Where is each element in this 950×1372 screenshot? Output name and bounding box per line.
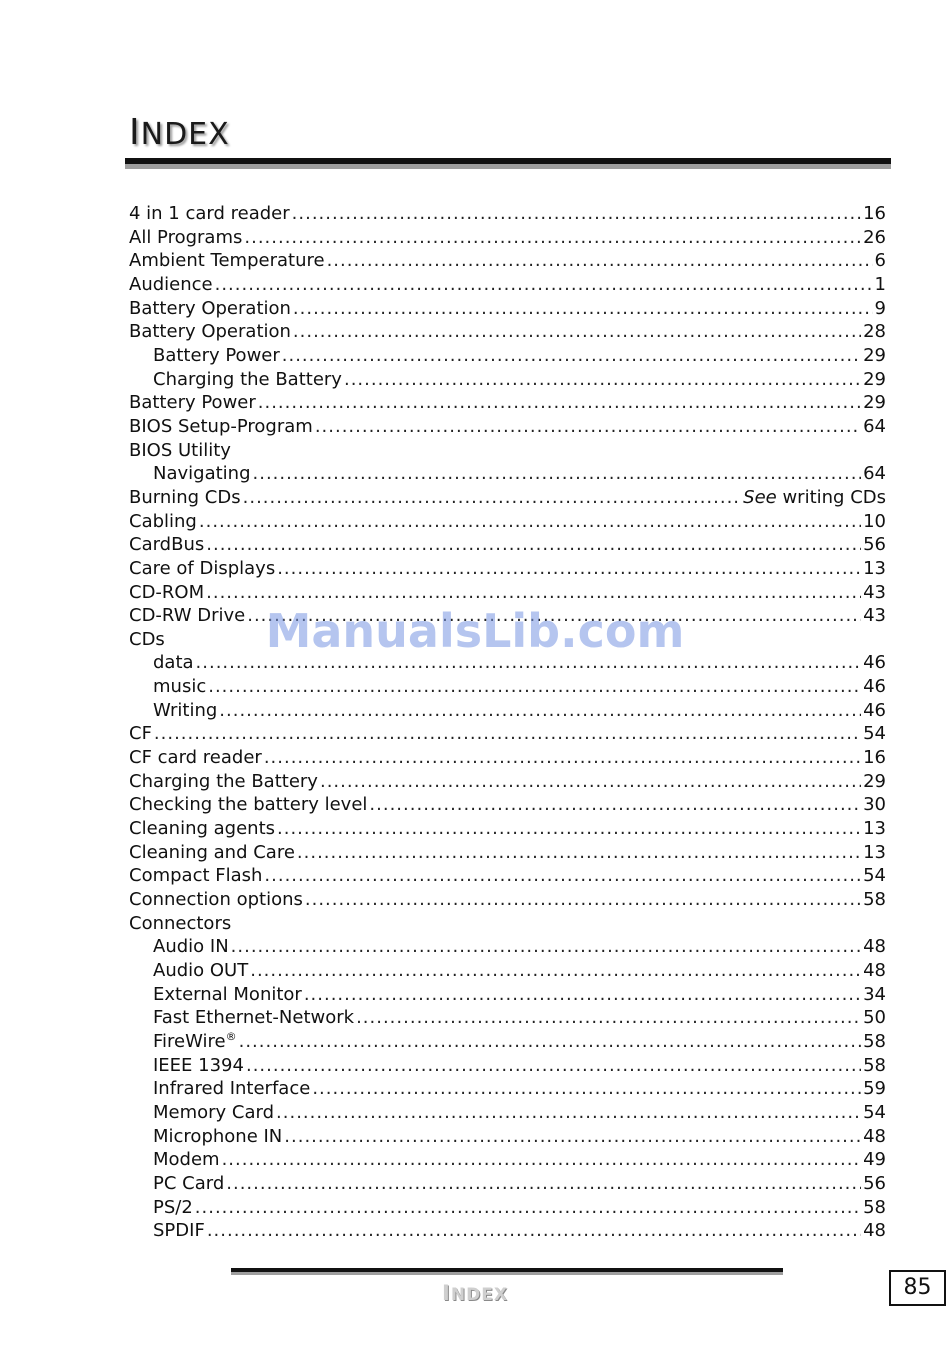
index-entry-page-text: 29 bbox=[863, 368, 886, 390]
index-entry-label-text: Memory Card bbox=[153, 1101, 275, 1123]
index-entry-page-text: 28 bbox=[863, 321, 886, 343]
index-entry-page bbox=[863, 722, 886, 746]
index-entry bbox=[129, 226, 886, 250]
index-entry-page-text: 59 bbox=[863, 1078, 886, 1100]
index-entry-page-text: 56 bbox=[863, 534, 886, 556]
index-entry-label-text: Audience bbox=[129, 273, 213, 295]
index-entry bbox=[129, 273, 886, 297]
index-entry-label-text: Battery Power bbox=[129, 392, 256, 414]
index-entry-page-text: 56 bbox=[863, 1172, 886, 1194]
index-entry bbox=[129, 510, 886, 534]
index-entry-page-text: 13 bbox=[863, 557, 886, 579]
index-entry-page-text: 48 bbox=[863, 1220, 886, 1242]
dot-leader bbox=[195, 1196, 861, 1220]
index-entry-page bbox=[863, 226, 886, 250]
index-entry-page bbox=[863, 604, 886, 628]
dot-leader bbox=[284, 1125, 861, 1149]
index-entry-label bbox=[153, 368, 342, 392]
index-entry bbox=[129, 651, 886, 675]
index-entry-label bbox=[129, 486, 241, 510]
index-entry-page bbox=[863, 841, 886, 865]
index-entry bbox=[129, 888, 886, 912]
index-entry-page bbox=[863, 675, 886, 699]
index-entry-label-text: Cleaning agents bbox=[129, 818, 276, 840]
index-entry-page-text: 46 bbox=[863, 676, 886, 698]
index-entry-page bbox=[863, 1196, 886, 1220]
dot-leader bbox=[315, 415, 861, 439]
footer-section-title bbox=[0, 1281, 950, 1305]
index-entry-label bbox=[129, 746, 262, 770]
index-entry-label-text: 4 in 1 card reader bbox=[129, 203, 290, 224]
index-entry-label bbox=[153, 651, 194, 675]
dot-leader bbox=[154, 722, 861, 746]
dot-leader bbox=[226, 1172, 861, 1196]
index-entry-label-text: CDs bbox=[129, 628, 165, 650]
index-entry bbox=[129, 202, 886, 226]
index-entry-label-text: PS/2 bbox=[153, 1196, 193, 1218]
index-entry bbox=[129, 675, 886, 699]
index-entry bbox=[129, 249, 886, 273]
index-entry-label-text: Burning CDs bbox=[129, 486, 241, 508]
index-entry bbox=[129, 604, 886, 628]
index-entry-label bbox=[129, 604, 245, 628]
index-entry-page-text: 64 bbox=[863, 415, 886, 437]
index-entry-label-text: External Monitor bbox=[153, 983, 302, 1005]
index-entry-page bbox=[863, 1054, 886, 1078]
index-entry-page bbox=[863, 1172, 886, 1196]
index-entry bbox=[129, 935, 886, 959]
index-entry-page bbox=[863, 391, 886, 415]
index-entry-page-text: 10 bbox=[863, 510, 886, 532]
dot-leader bbox=[264, 864, 861, 888]
index-entry-page-text: 48 bbox=[863, 936, 886, 958]
index-entry-page-text: 58 bbox=[863, 1030, 886, 1052]
index-entry-page-text: 13 bbox=[863, 841, 886, 863]
footer-title-rest: NDEX bbox=[450, 1285, 508, 1305]
index-entry bbox=[129, 1219, 886, 1243]
index-entry-label-text: PC Card bbox=[153, 1172, 225, 1194]
index-entry-page bbox=[863, 699, 886, 723]
index-entry-page bbox=[863, 1006, 886, 1030]
index-entry-page-text: 43 bbox=[863, 605, 886, 627]
index-entry bbox=[129, 1030, 886, 1054]
index-entry-label-text: Compact Flash bbox=[129, 865, 263, 887]
index-entry-page bbox=[863, 935, 886, 959]
index-entry-page-text: 9 bbox=[874, 297, 886, 319]
index-entry-page-text: 16 bbox=[863, 747, 886, 769]
dot-leader bbox=[206, 581, 861, 605]
dot-leader bbox=[219, 699, 861, 723]
registered-mark: ® bbox=[225, 1029, 237, 1043]
dot-leader bbox=[243, 486, 742, 510]
index-entry-label-text: Connection options bbox=[129, 889, 303, 911]
index-entry bbox=[129, 344, 886, 368]
index-entry bbox=[129, 699, 886, 723]
index-entry-label-text: Battery Power bbox=[153, 344, 280, 366]
index-entry-label-text: Charging the Battery bbox=[129, 770, 318, 792]
index-entry-label-text: Writing bbox=[153, 699, 218, 721]
index-entry bbox=[129, 722, 886, 746]
index-entry bbox=[129, 1172, 886, 1196]
index-entry-page bbox=[863, 1125, 886, 1149]
index-entry-label bbox=[129, 628, 165, 652]
index-entry-page bbox=[863, 888, 886, 912]
index-entry-label-text: Battery Operation bbox=[129, 321, 291, 343]
index-entry-label bbox=[129, 557, 275, 581]
index-entry-label bbox=[153, 983, 302, 1007]
dot-leader bbox=[239, 1030, 861, 1054]
index-entry-page bbox=[863, 983, 886, 1007]
index-entry-label bbox=[153, 959, 248, 983]
index-entry-page bbox=[875, 297, 886, 321]
index-entry bbox=[129, 841, 886, 865]
index-entry-label-text: Navigating bbox=[153, 463, 251, 485]
watermark: ManualsLib.com bbox=[265, 604, 685, 658]
index-entry-page bbox=[863, 746, 886, 770]
index-entry bbox=[129, 864, 886, 888]
index-entry-label-text: CF bbox=[129, 723, 152, 745]
index-entry bbox=[129, 486, 886, 510]
index-entry-label-text: data bbox=[153, 652, 194, 674]
index-entry bbox=[129, 1077, 886, 1101]
index-entry-label bbox=[153, 462, 251, 486]
index-entry-page bbox=[743, 486, 886, 510]
index-entry bbox=[129, 817, 886, 841]
dot-leader bbox=[305, 888, 861, 912]
index-entry-label bbox=[153, 1101, 274, 1125]
dot-leader bbox=[320, 770, 861, 794]
index-entry-page-text: 43 bbox=[863, 581, 886, 603]
index-entry bbox=[129, 1196, 886, 1220]
index-entry-label-text: Cabling bbox=[129, 510, 197, 532]
index-entry-label-text: Infrared Interface bbox=[153, 1078, 311, 1100]
index-entry-label bbox=[129, 391, 256, 415]
index-entry-page bbox=[863, 959, 886, 983]
dot-leader bbox=[196, 651, 862, 675]
index-entry-page-text: 26 bbox=[863, 226, 886, 248]
index-entry-label-text: FireWire bbox=[153, 1030, 226, 1052]
index-entry-page bbox=[863, 320, 886, 344]
index-entry-label-text: Connectors bbox=[129, 912, 232, 934]
dot-leader bbox=[276, 1101, 861, 1125]
index-entry-label bbox=[153, 1054, 244, 1078]
index-entry bbox=[129, 983, 886, 1007]
dot-leader bbox=[199, 510, 861, 534]
index-entry bbox=[129, 912, 886, 936]
index-entry-page bbox=[863, 770, 886, 794]
index-entry-page-text: 58 bbox=[863, 1196, 886, 1218]
dot-leader bbox=[206, 533, 861, 557]
index-entry-page-text: 13 bbox=[863, 818, 886, 840]
index-entry-page-text: 48 bbox=[863, 960, 886, 981]
dot-leader bbox=[356, 1006, 861, 1030]
index-entry-page bbox=[863, 415, 886, 439]
index-entry-label bbox=[153, 1030, 237, 1054]
index-entry-page bbox=[875, 273, 886, 297]
index-entry-page-text: 58 bbox=[863, 1054, 886, 1076]
index-entry bbox=[129, 959, 886, 983]
index-entry-page bbox=[863, 368, 886, 392]
index-entry-label-text: CardBus bbox=[129, 534, 205, 556]
index-entry-page bbox=[875, 249, 886, 273]
index-entry-page bbox=[863, 510, 886, 534]
index-entry bbox=[129, 462, 886, 486]
dot-leader bbox=[231, 935, 861, 959]
index-entry-page bbox=[863, 793, 886, 817]
index-entry-label-text: Fast Ethernet-Network bbox=[153, 1007, 355, 1029]
index-entry-page-text: 29 bbox=[863, 344, 886, 366]
index-entry-label bbox=[153, 699, 217, 723]
dot-leader bbox=[264, 746, 861, 770]
index-entry-label bbox=[129, 320, 291, 344]
index-entry-page-text: 49 bbox=[863, 1149, 886, 1171]
index-entry-label-text: Ambient Temperature bbox=[129, 250, 325, 272]
index-entry-page-text: 64 bbox=[863, 463, 886, 485]
dot-leader bbox=[297, 841, 861, 865]
index-entry bbox=[129, 793, 886, 817]
dot-leader bbox=[250, 959, 861, 983]
index-entry-label bbox=[153, 1148, 220, 1172]
index-entry-label-text: Audio OUT bbox=[153, 960, 249, 981]
index-entry-page-text: 54 bbox=[863, 1101, 886, 1123]
page-number: 85 bbox=[889, 1270, 946, 1306]
dot-leader bbox=[327, 249, 873, 273]
dot-leader bbox=[293, 320, 861, 344]
dot-leader bbox=[247, 604, 861, 628]
index-entry-label bbox=[153, 1077, 310, 1101]
index-entry-page-text: 30 bbox=[863, 794, 886, 816]
index-entry-label bbox=[129, 841, 295, 865]
dot-leader bbox=[207, 1219, 861, 1243]
index-entry-label bbox=[153, 1172, 224, 1196]
dot-leader bbox=[208, 675, 861, 699]
index-entry bbox=[129, 439, 886, 463]
dot-leader bbox=[244, 226, 861, 250]
dot-leader bbox=[253, 462, 862, 486]
index-entry-label bbox=[129, 510, 197, 534]
index-entry-page bbox=[863, 1101, 886, 1125]
index-entry-page bbox=[863, 202, 886, 226]
index-entry-label-text: Audio IN bbox=[153, 936, 229, 958]
page-title-rest: NDEX bbox=[140, 117, 230, 152]
index-entry bbox=[129, 1148, 886, 1172]
dot-leader bbox=[222, 1148, 862, 1172]
page-title-initial: I bbox=[129, 112, 141, 153]
see-reference: See bbox=[743, 486, 777, 508]
dot-leader bbox=[293, 297, 873, 321]
index-entry bbox=[129, 770, 886, 794]
index-entry-label bbox=[129, 202, 290, 226]
index-entry-label bbox=[153, 1196, 193, 1220]
index-entry bbox=[129, 391, 886, 415]
dot-leader bbox=[215, 273, 873, 297]
dot-leader bbox=[282, 344, 861, 368]
index-entry-label bbox=[129, 273, 213, 297]
index-entry-label-text: Care of Displays bbox=[129, 557, 276, 579]
index-entry bbox=[129, 557, 886, 581]
index-entry-label-text: Charging the Battery bbox=[153, 368, 342, 390]
index-entry-page-text: 6 bbox=[874, 250, 886, 272]
index-entry bbox=[129, 1006, 886, 1030]
dot-leader bbox=[246, 1054, 861, 1078]
index-entry-label-text: Modem bbox=[153, 1149, 220, 1171]
dot-leader bbox=[292, 202, 861, 226]
index-entry-label bbox=[153, 344, 280, 368]
index-entry-label-text: CD-RW Drive bbox=[129, 605, 246, 627]
index-entry-page-text: 1 bbox=[874, 273, 886, 295]
index-entry-page-text: 54 bbox=[863, 723, 886, 745]
footer-title-initial: I bbox=[442, 1281, 451, 1305]
index-entry-page bbox=[863, 462, 886, 486]
index-entry-label bbox=[129, 581, 204, 605]
index-entry-label-text: Cleaning and Care bbox=[129, 841, 295, 863]
index-entry-page bbox=[863, 533, 886, 557]
dot-leader bbox=[304, 983, 861, 1007]
index-entry-label-text: BIOS Utility bbox=[129, 439, 231, 461]
index-entry-page bbox=[863, 1077, 886, 1101]
index-entry-label bbox=[153, 675, 206, 699]
index-entry-label bbox=[129, 722, 152, 746]
index-entry-label bbox=[153, 1219, 205, 1243]
index-entry-page bbox=[863, 557, 886, 581]
index-entry-page-text: 48 bbox=[863, 1125, 886, 1147]
index-entry bbox=[129, 320, 886, 344]
index-entry-page bbox=[863, 1030, 886, 1054]
index-entry-label bbox=[129, 249, 325, 273]
index-entry-page bbox=[863, 817, 886, 841]
dot-leader bbox=[277, 557, 861, 581]
index-entry-label bbox=[129, 888, 303, 912]
index-entry-label bbox=[129, 226, 242, 250]
page-title bbox=[129, 112, 230, 153]
index-entry-label bbox=[129, 912, 231, 936]
index-entry bbox=[129, 1054, 886, 1078]
index-entry-label bbox=[153, 1125, 282, 1149]
index-entry bbox=[129, 415, 886, 439]
index-entry-page bbox=[863, 1148, 886, 1172]
index-entry-label bbox=[129, 864, 262, 888]
index-entry bbox=[129, 746, 886, 770]
index-entry-page-text: 54 bbox=[863, 865, 886, 887]
index-entry-label-text: All Programs bbox=[129, 226, 243, 248]
index-entry-page-text: writing CDs bbox=[782, 486, 886, 508]
index-entry-label-text: Battery Operation bbox=[129, 297, 291, 319]
index-entry-label-text: Checking the battery level bbox=[129, 794, 368, 816]
index-entry-label-text: SPDIF bbox=[153, 1220, 205, 1242]
index-entry-page-text: 29 bbox=[863, 392, 886, 414]
index-entry-label bbox=[153, 1006, 354, 1030]
index-entry-page-text: 29 bbox=[863, 770, 886, 792]
index-entry-page bbox=[863, 344, 886, 368]
index-entry-label bbox=[129, 793, 367, 817]
index-entry-page bbox=[863, 864, 886, 888]
index-entry-label bbox=[129, 533, 204, 557]
dot-leader bbox=[369, 793, 861, 817]
index-entry-page bbox=[863, 581, 886, 605]
index-entry bbox=[129, 581, 886, 605]
index-entry bbox=[129, 1101, 886, 1125]
dot-leader bbox=[344, 368, 861, 392]
index-entry bbox=[129, 533, 886, 557]
index-entry-page-text: 46 bbox=[863, 652, 886, 674]
index-entry-page-text: 50 bbox=[863, 1007, 886, 1029]
index-entry-label bbox=[129, 297, 291, 321]
index-entry bbox=[129, 628, 886, 652]
index-entry-label bbox=[129, 770, 318, 794]
index-entry-label bbox=[153, 935, 229, 959]
dot-leader bbox=[312, 1077, 861, 1101]
dot-leader bbox=[258, 391, 861, 415]
index-entry-page bbox=[863, 651, 886, 675]
index-entry-label-text: BIOS Setup-Program bbox=[129, 415, 313, 437]
index-entry-page bbox=[863, 1219, 886, 1243]
index-entry-label-text: music bbox=[153, 676, 207, 698]
index-entry-list bbox=[129, 202, 886, 1243]
index-entry-label-text: CF card reader bbox=[129, 747, 262, 769]
index-entry-label bbox=[129, 817, 275, 841]
index-entry bbox=[129, 368, 886, 392]
index-entry-label-text: IEEE 1394 bbox=[153, 1054, 244, 1076]
index-entry-page-text: 58 bbox=[863, 889, 886, 911]
index-entry-page-text: 46 bbox=[863, 699, 886, 721]
index-entry-label-text: CD-ROM bbox=[129, 581, 205, 603]
index-entry bbox=[129, 297, 886, 321]
index-entry-label bbox=[129, 415, 313, 439]
index-entry bbox=[129, 1125, 886, 1149]
index-entry-label bbox=[129, 439, 231, 463]
index-entry-page-text: 16 bbox=[863, 203, 886, 224]
title-divider bbox=[125, 158, 891, 164]
index-entry-page-text: 34 bbox=[863, 983, 886, 1005]
footer-divider bbox=[231, 1268, 783, 1272]
index-entry-label-text: Microphone IN bbox=[153, 1125, 283, 1147]
dot-leader bbox=[277, 817, 861, 841]
